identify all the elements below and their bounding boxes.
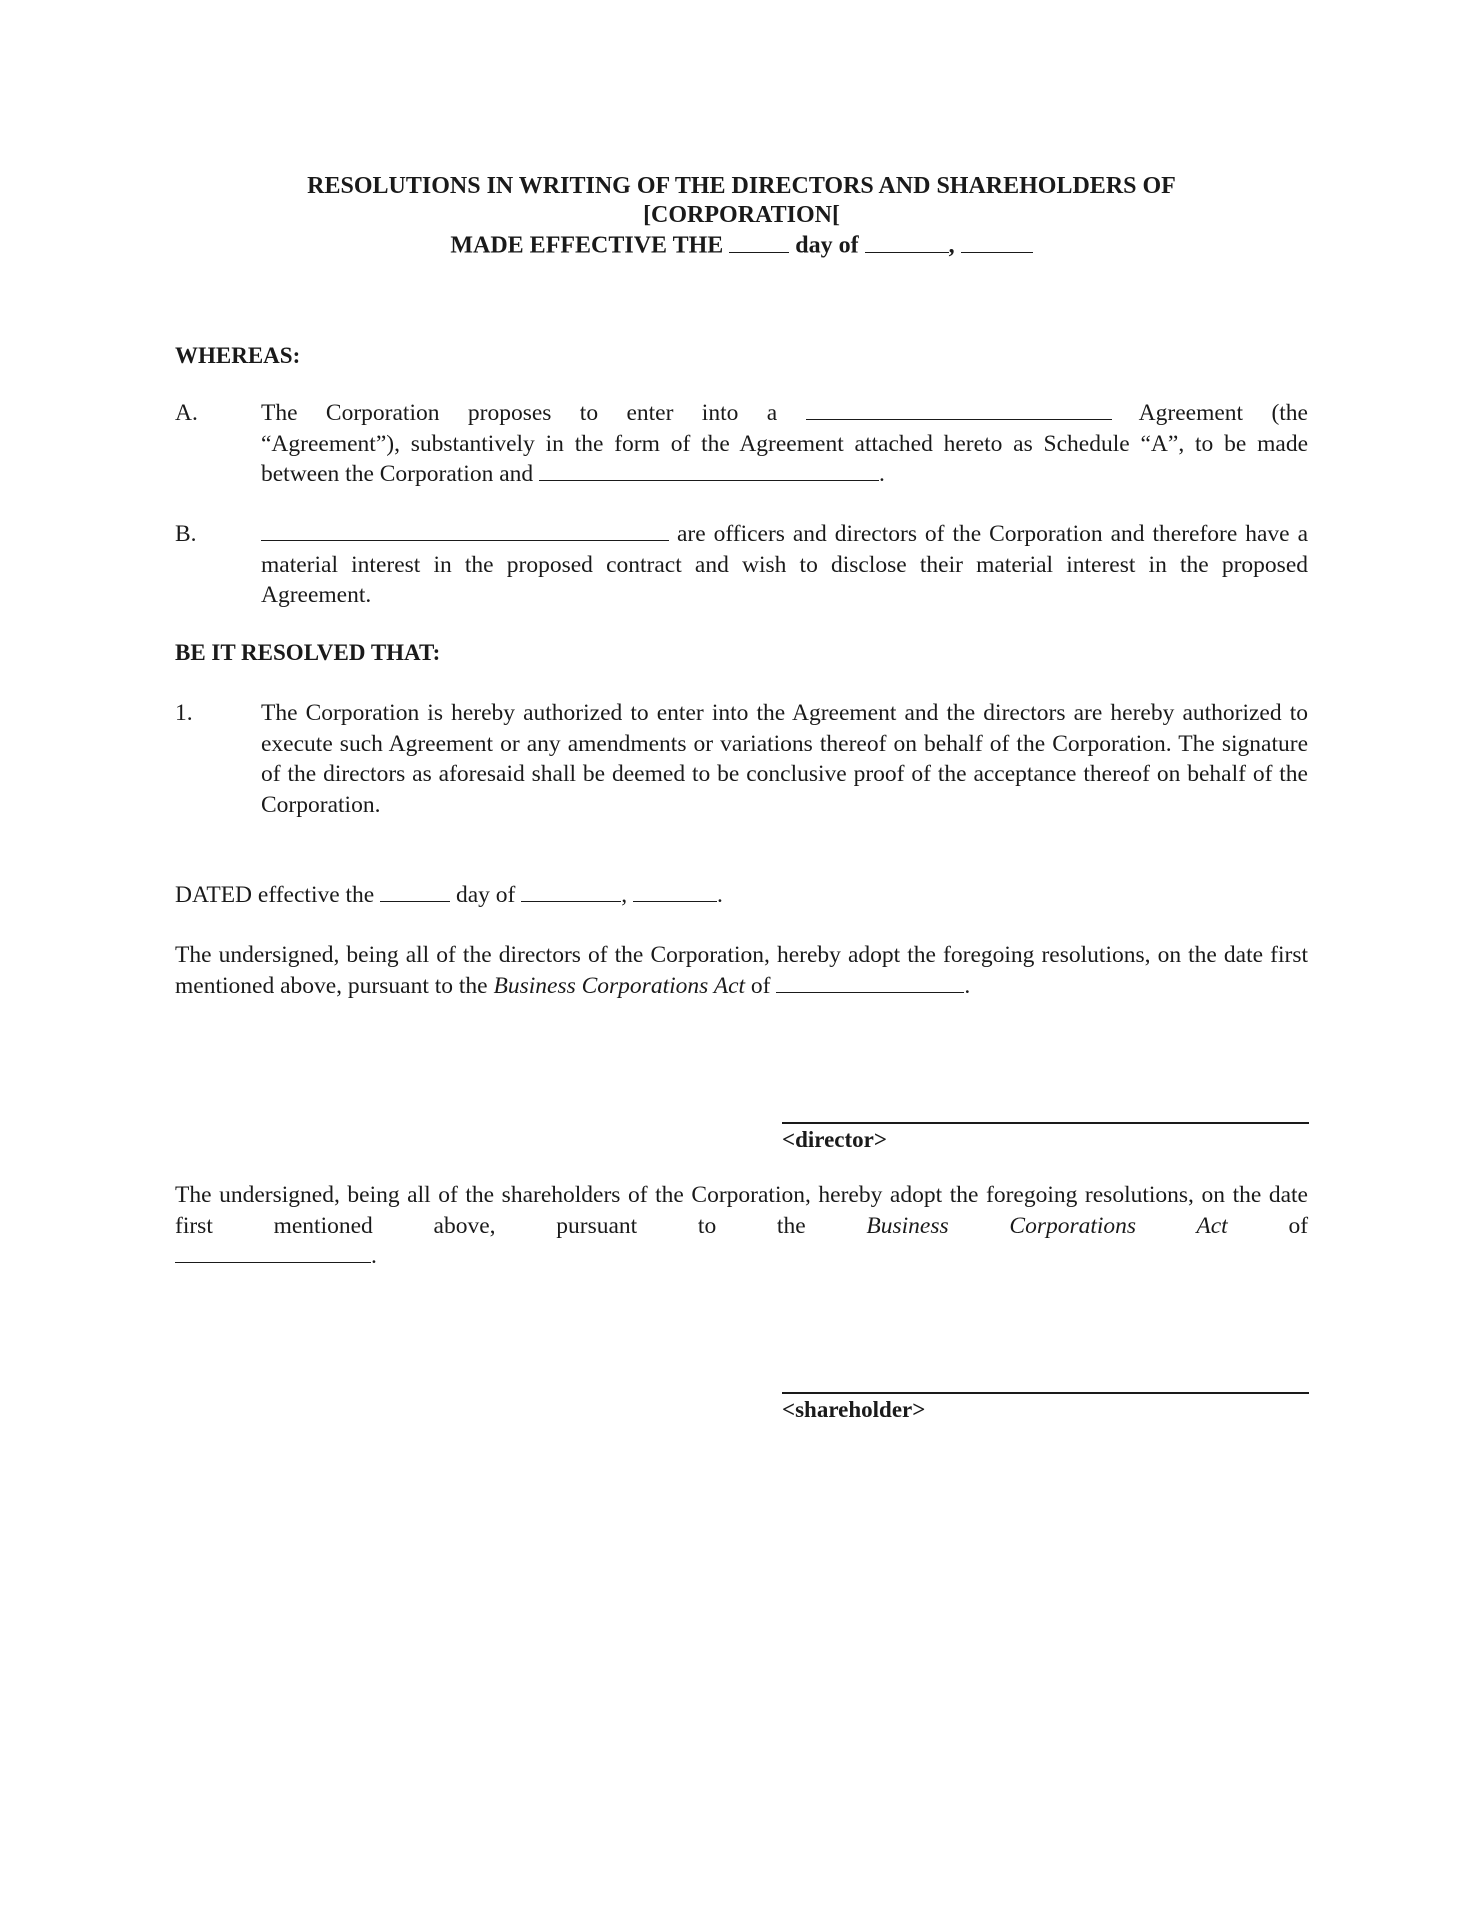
title-effective-prefix: MADE EFFECTIVE THE — [450, 232, 724, 259]
dated-month-blank — [521, 880, 621, 902]
whereas-item-a-part2: Agreement (the — [1138, 400, 1308, 427]
whereas-item-a-part1: The Corporation proposes to enter into a — [261, 400, 778, 427]
agreement-type-blank — [806, 398, 1112, 420]
dated-day-of: day of — [455, 882, 516, 909]
director-signature-label: <director> — [782, 1127, 887, 1152]
dated-period: . — [717, 882, 723, 909]
title-month-blank — [865, 230, 949, 253]
title-comma: , — [948, 232, 955, 259]
counterparty-blank — [539, 459, 879, 481]
shareholder-signature-line — [782, 1392, 1309, 1394]
shareholders-adoption-body: The undersigned, being all of the shareholders of the Corporation, hereby adopt the foregoing resolutions, on the date first mentioned above, pursuant to the — [175, 1182, 1308, 1239]
whereas-item-a-part3: “Agreement”), substantively in the form of the Agreement attached hereto as Schedule “A”, to be made between the Corporation and — [261, 430, 1308, 488]
document-title — [175, 172, 1308, 261]
directors-jurisdiction-blank — [776, 971, 964, 993]
shareholders-jurisdiction-line — [175, 1241, 1308, 1272]
title-line-2: [CORPORATION[ — [643, 202, 840, 228]
whereas-item-a-rest — [261, 429, 1308, 490]
dated-prefix: DATED effective the — [175, 882, 375, 909]
whereas-item-a-part4: . — [879, 461, 885, 488]
directors-period: . — [964, 972, 971, 999]
whereas-item-a-first-line — [261, 398, 1308, 429]
resolved-heading: BE IT RESOLVED THAT: — [175, 640, 441, 665]
dated-year-blank — [633, 880, 717, 902]
title-day-blank — [729, 230, 789, 253]
shareholders-act-of: of — [1288, 1212, 1309, 1239]
directors-adoption-body: The undersigned, being all of the directors of the Corporation, hereby adopt the foregoing resolutions, on the date first mentioned above, pursuant to the — [175, 942, 1308, 999]
title-day-of: day of — [795, 232, 859, 259]
shareholders-adoption-text — [175, 1180, 1308, 1272]
directors-act-of: of — [750, 972, 771, 999]
whereas-heading: WHEREAS: — [175, 343, 301, 368]
dated-comma: , — [621, 882, 628, 909]
officers-names-blank — [261, 519, 669, 541]
title-line-3 — [175, 230, 1308, 261]
directors-act-name: Business Corporations Act — [493, 972, 746, 999]
shareholders-act-name: Business Corporations Act — [866, 1212, 1228, 1239]
whereas-item-b-label: B. — [175, 521, 197, 547]
title-line-1: RESOLUTIONS IN WRITING OF THE DIRECTORS AND SHAREHOLDERS OF — [307, 173, 1176, 199]
shareholders-jurisdiction-blank — [175, 1241, 371, 1263]
dated-line — [175, 880, 1308, 911]
dated-day-blank — [380, 880, 450, 902]
whereas-item-b-text — [261, 519, 1308, 611]
shareholders-period: . — [371, 1243, 377, 1270]
whereas-item-a-label: A. — [175, 400, 198, 426]
director-signature-line — [782, 1122, 1309, 1124]
directors-adoption-text — [175, 940, 1308, 1001]
resolution-1-text: The Corporation is hereby authorized to enter into the Agreement and the directors are hereby authorized to execute such Agreement or any amendments or variations thereof on behalf of the Corporation. The signature of the directors as aforesaid shall be deemed to be conclusive proof of the acceptance thereof on behalf of the Corporation. — [261, 700, 1308, 818]
resolution-1-label: 1. — [175, 700, 193, 726]
whereas-item-a-text — [261, 398, 1308, 490]
whereas-item-b-part1: are officers and directors of the Corporation and therefore have a material interest in the proposed contract and wish to disclose their material interest in the proposed Agreement. — [261, 521, 1308, 609]
shareholders-adoption-lines — [175, 1180, 1308, 1241]
title-year-blank — [961, 230, 1033, 253]
shareholder-signature-label: <shareholder> — [782, 1397, 926, 1422]
